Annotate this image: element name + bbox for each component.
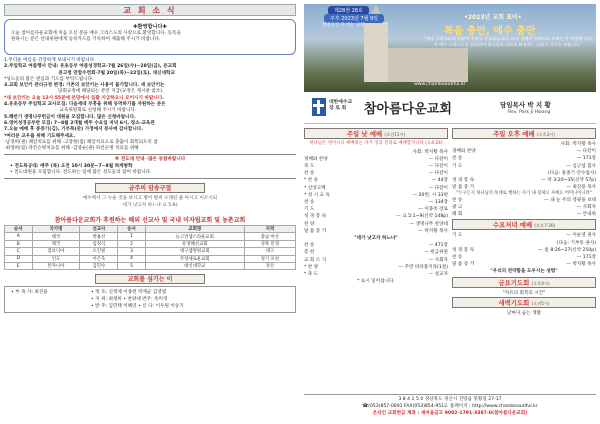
missions-header-cell: 선교사 <box>80 226 118 233</box>
order-line <box>452 177 596 184</box>
order-label: * 신앙고백 <box>304 185 326 191</box>
order-value: — 134장 <box>428 200 448 206</box>
missions-header-cell: 순서 <box>118 226 146 233</box>
missions-title: 참아름다운교회가 후원하는 해외 선교사 및 국내 미자립교회 및 농촌교회 <box>54 217 246 225</box>
order-line <box>304 249 448 256</box>
missions-cell: 2 <box>118 240 146 247</box>
order-value: — 주만 바라볼지라(1절) <box>398 264 448 270</box>
order-line <box>304 264 448 271</box>
order-label: * 찬 송 <box>304 178 319 184</box>
servant-row <box>11 296 289 303</box>
evangelism-line: • 전도특공대: 매주 (목) 오전 10시 30분~7~8월 하계방학 <box>10 163 133 169</box>
prayer-item: -최영희(집) 파킨슨병치료를 위해 -김영순(권) 파킨슨병 치료를 위해 <box>4 146 139 152</box>
welcome-line: 원하시는 분은 안내위원에게 등록카드를 기록하여 제출해 주시기 바랍니다. <box>11 37 161 42</box>
notice-item: 7.오늘 예배 후 중증기(김), 기부특(관) 가정에서 봉사에 감사합니다. <box>4 127 143 133</box>
missions-cell: 박용선 <box>80 233 118 240</box>
order-label: 찬 송 <box>304 243 315 249</box>
order-value: — 요 5:1~9(신약 148p) <box>396 214 448 220</box>
friday-title-text: 금요기도회 <box>498 278 530 287</box>
notice-item: 4.유초등부 주일학교 교사모집: 다음세대 부흥을 위해 동역하기를 자원하는 분은 <box>4 102 166 108</box>
missions-header-cell: 교회명 <box>145 226 244 233</box>
order-value: — 471장 <box>428 243 448 249</box>
order-value: — 다같이 <box>428 156 448 162</box>
order-line <box>452 155 596 162</box>
missions-row <box>5 248 296 255</box>
missions-cell: 대구 <box>244 248 295 255</box>
address-line: 3 8 4 1 5 0 경상북도 경산시 진량읍 봉황길 27-17 <box>398 397 502 402</box>
order-label: 광 고 <box>452 205 463 211</box>
notice-item: 5.해반기 생명나무헌금이 대원을 모집합니다. 많은 신청바랍니다. <box>4 114 136 120</box>
friday-text: "자유의 회복의 시간" <box>502 290 546 296</box>
church-name: 참아름다운교회 <box>364 102 452 117</box>
servant-cell: • 지 위: 최청희 • 찬양대 반주: 옥미경 <box>91 297 168 303</box>
denomination-line: 대한예수교 <box>329 100 353 105</box>
welcome-title: ✚환영합니다✚ <box>133 24 167 30</box>
church-photo <box>304 4 596 92</box>
missions-cell: 임정식 <box>80 240 118 247</box>
church-hall-shape <box>388 48 468 82</box>
missions-header-cell: 순서 <box>5 226 33 233</box>
order-value: — 내 눈 주의 영광을 보네 <box>544 197 596 203</box>
afternoon-order <box>452 141 596 218</box>
order-value: — 20번, 시 33편 <box>412 192 448 198</box>
servant-cell: • 반 주: 김민태 이혜연 • 신 다: 이우원 이승기 <box>91 304 184 310</box>
memory-verse-title: 금주의 암송구절 <box>95 183 205 193</box>
left-panel <box>4 4 296 420</box>
year-motto: 복음 충만, 예수 충만 <box>444 26 536 37</box>
missions-cell: 김민수 <box>80 263 118 270</box>
order-value: — 생명나무 찬양대 <box>409 221 448 227</box>
order-label: * 찬 양 <box>304 264 319 270</box>
evangelism-line: • 전도대원을 모집합니다. 전도하는 일에 많은 성도들의 참여 바랍니다. <box>10 169 152 175</box>
missions-cell: 캄보디아 <box>32 248 80 255</box>
missions-cell: D <box>5 255 33 262</box>
notice-item: 2.주일학교 여름행사 안내: 유초등부 여름성경학교-7월 26일(수)~28일(금), 본교회 <box>4 64 177 70</box>
missions-cell: 이은욱 <box>80 255 118 262</box>
order-line <box>452 204 596 211</box>
sunday-service-column <box>304 128 448 317</box>
missions-cell: 1 <box>118 233 146 240</box>
order-line <box>304 185 448 192</box>
church-header <box>304 92 596 124</box>
afternoon-time: (오후3시) <box>536 132 555 137</box>
missions-cell: 5 <box>118 263 146 270</box>
order-line <box>304 170 448 177</box>
missions-cell: B <box>5 240 33 247</box>
order-value: — 설교자 <box>428 272 448 278</box>
missions-cell: 경산 <box>244 263 295 270</box>
order-line <box>304 213 448 220</box>
dawn-title-text: 새벽기도회 <box>498 298 530 307</box>
wednesday-order-list <box>452 232 596 268</box>
afternoon-title-text: 주일 오후 예배 <box>493 130 535 138</box>
other-services-column <box>452 128 596 317</box>
website-url[interactable]: www.chambeautiful.kr <box>414 82 466 87</box>
order-label: 경배와 찬양 <box>452 149 476 155</box>
notice-item: 교육위원회로 신청해 주시기 바랍니다. <box>4 108 137 114</box>
order-label: 성 경 봉 독 <box>452 247 475 253</box>
missions-cell: 경북 문경 <box>244 240 295 247</box>
pastor-name: 담임목사 박 지 황 <box>500 101 551 109</box>
dawn-text: 날마다 숨는 생활 <box>507 310 541 316</box>
sunday-leader <box>304 149 448 156</box>
dawn-line <box>452 310 596 317</box>
account-line: 온라인 교회헌금 계좌 : 새마을금고 9002-1791-3387-0(참아름다운교회) <box>372 410 528 416</box>
order-label: 찬 송 <box>452 197 463 203</box>
order-value: — 헌금위원 <box>424 250 448 256</box>
order-value: — 막 3:20~35(신약 57p) <box>541 178 596 184</box>
sermon-title: "네가 낫고자 하느냐" <box>354 236 398 242</box>
order-line <box>452 148 596 155</box>
order-value: — 이순영 권사 <box>566 233 596 239</box>
friday-line <box>452 290 596 297</box>
order-label: 찬 송 <box>304 171 315 177</box>
order-line <box>304 177 448 184</box>
servant-cell: • 부 목 사: 최진용 <box>11 290 48 296</box>
cross-logo-icon <box>312 98 326 116</box>
missions-cell: C <box>5 248 33 255</box>
missions-cell: 대신대학교 <box>145 263 244 270</box>
order-label: 교 회 소 식 <box>304 257 327 263</box>
order-value: — 다같이 <box>428 185 448 191</box>
order-value: (다음: 기부흥 권사) <box>556 240 596 246</box>
wednesday-title-text: 수요저녁 예배 <box>492 221 533 230</box>
missions-cell: 태국 <box>32 233 80 240</box>
order-label: * 성 시 교 독 <box>304 192 330 198</box>
order-label: 경배와 찬양 <box>304 156 328 162</box>
sermon-title: "우리의 연약함을 도우시는 성령" <box>490 269 558 275</box>
order-value: — 사회자 <box>428 257 448 263</box>
order-label: 말 씀 증 거 <box>452 262 475 268</box>
servants-box <box>4 286 296 313</box>
order-label: 말 씀 증 거 <box>304 228 327 234</box>
prayer-item: -남경희(권) 폐암치료를 위해 -고장현(집) 폐암치료으로 충출이 회복되도록 참 <box>4 139 158 145</box>
order-line <box>304 199 448 206</box>
servant-cell <box>11 303 91 310</box>
notice-item: 3.교회 보안키 관리규정 변경: 기존의 보안키는 사용이 불가합니다. 새 보안키는 <box>4 83 165 89</box>
sunday-service-title <box>304 128 448 139</box>
order-line <box>304 206 448 213</box>
order-line <box>452 240 596 247</box>
missions-cell: 4 <box>118 255 146 262</box>
order-line <box>304 242 448 249</box>
afternoon-leader <box>452 141 596 148</box>
missions-row <box>5 255 296 262</box>
order-label: 기 도 <box>452 233 463 239</box>
sunday-quote: 하나님은 영이시니 예배하는 자가 영과 진리로 예배할지니라 (요4:24) <box>309 141 443 146</box>
order-line <box>452 247 596 254</box>
issue-subtitle: 생명잉걸 꾸 역는 교회 <box>322 23 365 28</box>
order-value: — 171장 <box>576 255 596 261</box>
sunday-order <box>304 149 448 286</box>
order-value: — 이종옥 장로 <box>418 207 448 213</box>
order-value: — 다같이 <box>428 164 448 169</box>
order-label: * 축 도 <box>304 272 319 278</box>
friday-prayer-title <box>452 277 596 288</box>
missions-cell: 인도 <box>32 255 80 262</box>
notice-item: *성도들의 많은 관심과 기도를 부탁드립니다. <box>4 76 94 82</box>
missions-row <box>5 233 296 240</box>
issue-date: 주후 2023년 7월 9일 <box>324 14 384 23</box>
sunday-sermon <box>304 235 448 242</box>
notice-item: 1.무더운 여름을 건강하게 보내시기 바랍니다. <box>4 58 96 63</box>
missions-cell: 태국 <box>32 240 80 247</box>
missions-cell: 오인필 <box>80 248 118 255</box>
contact-line: ☎(053)857-0691 FAX(053)854-9512. 홈페이지 : http://www.chambeautiful.kr <box>362 403 538 409</box>
order-label: 봉 헌 <box>304 250 315 256</box>
order-line <box>304 163 448 170</box>
missions-row <box>5 263 296 270</box>
order-value: — 심근섭 집사 <box>566 163 596 169</box>
order-value: — 다같이 <box>428 171 448 177</box>
order-line <box>304 221 448 228</box>
missions-cell: 문경해선교회 <box>145 240 244 247</box>
missions-cell: 3 <box>118 248 146 255</box>
afternoon-order-part1 <box>452 148 596 191</box>
order-line <box>452 211 596 218</box>
note-text: * 표시 일어섭니다. <box>357 279 395 285</box>
missions-header-cell: 국가명 <box>32 226 80 233</box>
sunday-time: (오전11시) <box>384 132 406 137</box>
missions-cell: E <box>5 263 33 270</box>
order-value: — 룸 8:26~27(신약 250p) <box>538 247 596 253</box>
missions-cell: 늘고연샘스라운교회 <box>145 233 244 240</box>
sunday-note <box>304 278 448 285</box>
missions-cell: 충남 아산 <box>244 233 295 240</box>
order-value: — 사회자 <box>576 205 596 211</box>
order-line <box>452 232 596 239</box>
church-footer <box>304 394 596 420</box>
memory-verse <box>4 193 296 211</box>
missions-cell: A <box>5 233 33 240</box>
missions-cell: 경기 포천 <box>244 255 295 262</box>
issue-number: 제28권 28호 <box>328 6 369 15</box>
dawn-time: (오전5시) <box>531 300 550 306</box>
order-line <box>304 228 448 235</box>
right-panel <box>304 4 596 420</box>
order-line <box>452 261 596 268</box>
leader-text: 사회: 박지황 목사 <box>412 149 448 155</box>
notice-item: *새 보안키는 오늘 12시 55분에 본당에서 일괄 지급하오니 모이시기 바랍니다. <box>4 95 165 101</box>
church-news-banner: 교 회 소 식 <box>4 4 296 16</box>
servants-title: 교회를 섬기는 이 <box>95 274 205 284</box>
welcome-line: 오늘 참아름다운교회에 처음 오신 분을 예수 그리스도의 사랑으로 환영합니다. 등록을 <box>11 31 181 36</box>
order-line <box>304 257 448 264</box>
afternoon-service-title <box>452 128 596 139</box>
wednesday-service-title <box>452 219 596 230</box>
order-label: 찬 송 <box>452 156 463 162</box>
order-value: — 안내위 <box>576 212 596 218</box>
order-line <box>452 170 596 177</box>
order-value: — 171장 <box>576 156 596 162</box>
denomination <box>329 100 352 112</box>
order-label: 기 도 <box>304 207 315 213</box>
missions-header-cell: 지역 <box>244 226 295 233</box>
order-line <box>304 271 448 278</box>
friday-time: (오후9시) <box>531 280 550 286</box>
order-value: — 박지황 목사 <box>566 262 596 268</box>
pastor-name-en: Rev. Park Ji Hwang <box>508 110 551 115</box>
order-line <box>452 254 596 261</box>
order-label: 묵 도 <box>304 164 315 169</box>
missions-row <box>5 240 296 247</box>
missions-table <box>4 225 296 270</box>
order-label: 성 경 봉 독 <box>304 214 327 220</box>
order-line <box>452 197 596 204</box>
prayer-head: *여러분 교우를 위해 기도해주세요. <box>4 133 76 139</box>
sermon-title: "누구든지 하나님의 뜻대로 행하는 자가 내 형제요 자매요 어머니이니라" <box>456 191 592 197</box>
order-label: 기 도 <box>452 163 463 169</box>
wednesday-time: (오후7:30) <box>534 223 556 229</box>
missions-cell: 주성새로운교회 <box>145 255 244 262</box>
sunday-order-part1 <box>304 156 448 235</box>
sunday-title-text: 주일 낮 예배 <box>346 130 383 138</box>
motto-subtext: "예수 그리스도의 사랑이 우리를 사로잡습니다. 다시 성령의 능력으로 우리는 온 세상에 나가서 예수 그리스도를 전파하며 하나님의 나라를 확장하는 교회가 되기를 원합니다." <box>424 36 592 47</box>
evangelism-head: ※ 전도대 안내 -많은 동참바랍니다 <box>114 157 186 163</box>
order-label: 성 경 봉 독 <box>452 178 475 184</box>
notice-item: 중고청 연합수련회-7월 20일(목)~22일(토), 대신대학교 <box>4 70 175 76</box>
order-line <box>452 163 596 170</box>
afternoon-order-part2 <box>452 197 596 219</box>
order-value: — 박지황 목사 <box>418 228 448 234</box>
notice-item: 6.영어성경공부반 모집: 7~8월 2개월 매주 수요일 저녁 6시, 장소-교육관 <box>4 120 155 126</box>
notice-item: 당회규정에 해당되는 분만 지급(규정은 게시판 참조). <box>4 89 164 95</box>
missions-cell: 탄자니아 <box>32 263 80 270</box>
wednesday-order <box>452 232 596 275</box>
verse-line: 네가 낫고자 하느냐 요 5:6) <box>122 203 178 209</box>
order-label: 찬 송 <box>304 200 315 206</box>
welcome-box <box>4 19 296 55</box>
order-value: — 다같이 <box>576 149 596 155</box>
dawn-prayer-title <box>452 297 596 308</box>
order-label: 찬 양 <box>304 221 315 227</box>
verse-line: 예수께서 그 누운 것을 보시고 병이 벌써 오래된 줄 아시고 이르시되 <box>82 196 218 202</box>
order-line <box>304 156 448 163</box>
order-value: — 최진용 목사 <box>566 185 596 191</box>
order-line <box>304 192 448 199</box>
order-value: (다음: 홍종기 안수집사) <box>548 170 596 176</box>
year-motto-label: •2023년 교회 표어• <box>464 14 522 21</box>
servant-row <box>11 303 289 310</box>
notices-list <box>4 58 296 152</box>
evangelism-box <box>4 154 296 179</box>
order-value: — 44장 <box>431 178 448 184</box>
order-label: 찬 송 <box>452 255 463 261</box>
worship-columns <box>304 128 596 317</box>
wednesday-sermon <box>452 268 596 275</box>
sunday-order-part2 <box>304 242 448 278</box>
leader-text: 사회: 박지황 목사 <box>560 142 596 147</box>
missions-cell: 대구샘병원교회 <box>145 248 244 255</box>
church-tower-shape <box>364 22 388 82</box>
servant-row <box>11 289 289 296</box>
servant-cell <box>11 296 91 303</box>
denomination-line: 장 로 회 <box>329 106 347 111</box>
order-label: 폐 회 <box>452 212 463 218</box>
order-label: 말 씀 증 거 <box>452 185 475 191</box>
servant-cell: • 정 호: 신정제 이종헌 박재균 김영범 <box>91 290 167 296</box>
